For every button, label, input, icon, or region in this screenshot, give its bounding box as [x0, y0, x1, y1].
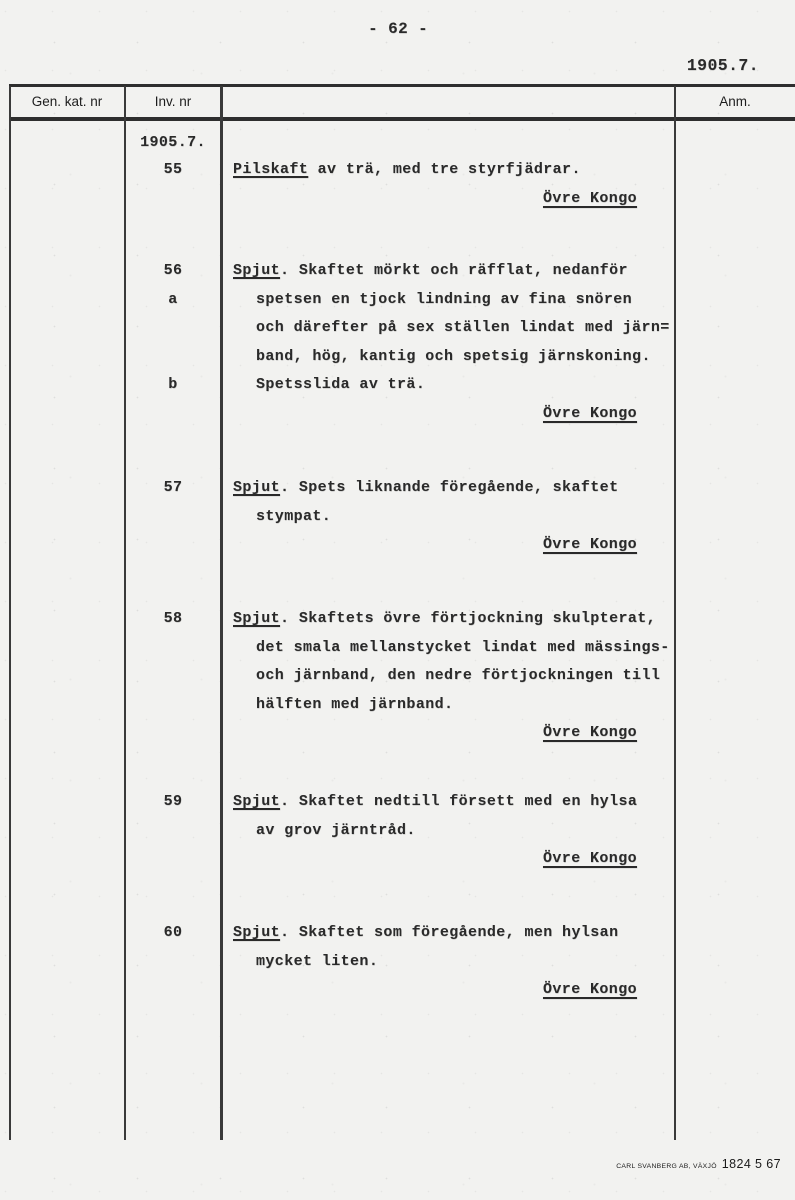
entry-term: Pilskaft — [233, 161, 309, 178]
inventory-number: 56 — [163, 262, 183, 279]
provenance-text: Övre Kongo — [542, 724, 637, 741]
printer-imprint — [616, 1157, 781, 1171]
entry-line: det smala mellanstycket lindat med mässings- — [256, 638, 670, 656]
entry-term: Spjut — [233, 262, 281, 279]
entry-provenance — [233, 981, 637, 998]
provenance-text: Övre Kongo — [542, 404, 637, 422]
entry-term: Spjut — [233, 610, 281, 627]
entry-line: hälften med järnband. — [256, 695, 454, 713]
inventory-number: 57 — [163, 479, 183, 496]
column-divider-anm — [674, 86, 676, 1140]
entry-first-line: Spjut. Spets liknande föregående, skaftet — [233, 479, 619, 496]
table-header-bottom-border — [9, 117, 795, 121]
entry-first-line: Spjut. Skaftet mörkt och räfflat, nedanför — [233, 262, 628, 279]
provenance-text: Övre Kongo — [542, 850, 637, 867]
inventory-number: b — [168, 376, 178, 393]
entry-term: Spjut — [233, 793, 281, 810]
entry-line: spetsen en tjock lindning av fina snören — [256, 290, 633, 308]
entry-line: och därefter på sex ställen lindat med järn= — [256, 319, 670, 336]
inventory-number: 60 — [163, 924, 183, 941]
entry-provenance — [233, 536, 637, 553]
provenance-text: Övre Kongo — [542, 189, 637, 207]
entry-provenance — [233, 850, 637, 867]
entry-line: stympat. — [256, 507, 332, 525]
printer-name: CARL SVANBERG AB, VÄXJÖ — [616, 1163, 717, 1170]
entry-term: Spjut — [233, 479, 281, 496]
entry-line: mycket liten. — [256, 952, 379, 970]
column-header-gen-kat-nr: Gen. kat. nr — [31, 94, 103, 109]
catalog-year-reference: 1905.7. — [686, 56, 759, 75]
entry-provenance — [233, 405, 637, 422]
column-header-anm: Anm. — [719, 94, 751, 109]
entry-line: av grov järntråd. — [256, 821, 416, 839]
inventory-year-label: 1905.7. — [140, 134, 206, 151]
inventory-number: 55 — [163, 161, 183, 178]
inventory-number: a — [168, 290, 178, 308]
entry-provenance — [233, 190, 637, 207]
entry-first-line: Spjut. Skaftets övre förtjockning skulpterat, — [233, 610, 657, 627]
entry-provenance — [233, 724, 637, 741]
printer-code: 1824 5 67 — [721, 1157, 781, 1171]
entry-first-line: Spjut. Skaftet som föregående, men hylsan — [233, 924, 619, 941]
entry-line: och järnband, den nedre förtjockningen till — [256, 667, 661, 684]
table-left-border — [9, 86, 11, 1140]
entry-line: Spetsslida av trä. — [256, 376, 426, 393]
entry-first-line: Pilskaft av trä, med tre styrfjädrar. — [233, 161, 581, 178]
inventory-number: 59 — [163, 793, 183, 810]
entry-first-line: Spjut. Skaftet nedtill försett med en hylsa — [233, 793, 638, 810]
page-number: - 62 - — [368, 20, 429, 38]
entry-line: band, hög, kantig och spetsig järnskoning. — [256, 347, 651, 365]
column-header-inv-nr: Inv. nr — [154, 94, 192, 109]
provenance-text: Övre Kongo — [542, 981, 637, 998]
inventory-number: 58 — [163, 610, 183, 627]
provenance-text: Övre Kongo — [542, 536, 637, 553]
table-top-border — [9, 84, 795, 87]
entry-term: Spjut — [233, 924, 281, 941]
